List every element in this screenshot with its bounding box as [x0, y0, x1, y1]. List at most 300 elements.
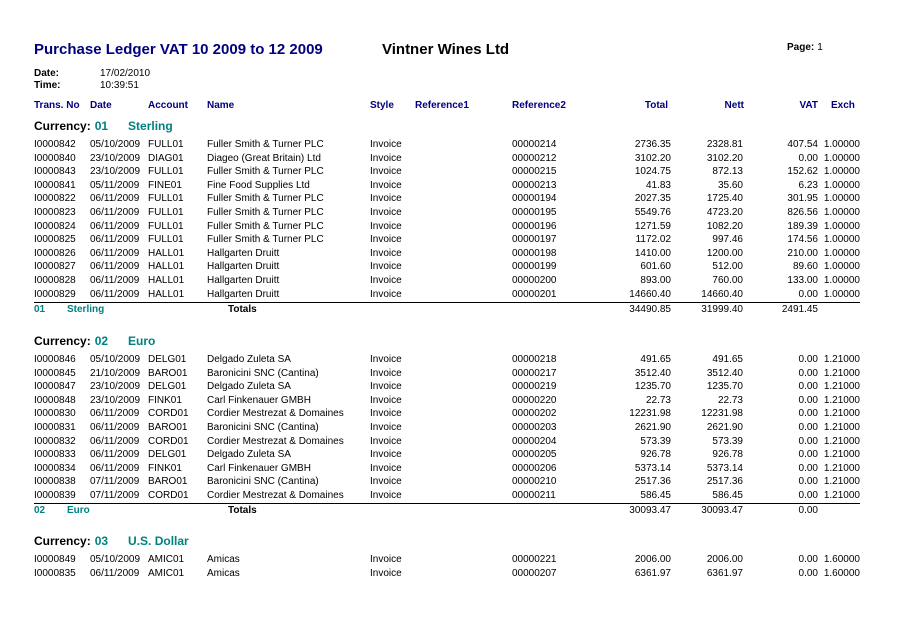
cell-reference2: 00000212 [512, 152, 557, 164]
currency-heading [34, 334, 155, 348]
table-row [0, 153, 900, 166]
cell-name: Baronicini SNC (Cantina) [207, 367, 319, 379]
cell-account: FULL01 [148, 139, 184, 150]
cell-date: 06/11/2009 [90, 567, 140, 579]
col-vat: VAT [799, 100, 818, 111]
cell-name: Delgado Zuleta SA [207, 354, 291, 365]
cell-exch: 1.60000 [823, 567, 860, 579]
cell-reference2: 00000195 [512, 207, 557, 218]
cell-account: CORD01 [148, 408, 189, 420]
cell-date: 06/11/2009 [90, 207, 140, 218]
table-row [0, 436, 900, 449]
col-reference1: Reference1 [415, 100, 469, 111]
cell-date: 06/11/2009 [90, 288, 140, 300]
cell-account: FULL01 [148, 207, 184, 218]
time-value: 10:39:51 [100, 80, 139, 91]
cell-total: 926.78 [640, 449, 671, 461]
cell-name: Carl Finkenauer GMBH [207, 394, 311, 406]
cell-trans-no: I0000828 [34, 275, 76, 286]
cell-style: Invoice [370, 449, 402, 461]
cell-exch: 1.00000 [823, 288, 860, 300]
cell-account: FINK01 [148, 462, 182, 474]
table-row [0, 408, 900, 421]
cell-name: Fuller Smith & Turner PLC [207, 193, 324, 205]
cell-date: 06/11/2009 [90, 408, 140, 420]
table-row [0, 275, 900, 288]
cell-style: Invoice [370, 234, 402, 246]
cell-style: Invoice [370, 193, 402, 205]
cell-account: BARO01 [148, 422, 188, 433]
cell-vat: 0.00 [798, 152, 818, 164]
col-name: Name [207, 100, 235, 111]
cell-reference2: 00000213 [512, 179, 557, 191]
totals-currency-name: Euro [67, 505, 90, 517]
cell-trans-no: I0000848 [34, 394, 76, 406]
col-nett: Nett [724, 100, 744, 111]
cell-date: 05/11/2009 [90, 179, 140, 191]
cell-account: FULL01 [148, 166, 184, 178]
cell-reference2: 00000203 [512, 422, 557, 433]
time-label: Time: [34, 80, 61, 91]
cell-vat: 89.60 [792, 261, 818, 273]
table-row [0, 476, 900, 489]
totals-label: Totals [228, 505, 257, 517]
cell-nett: 12231.98 [701, 408, 743, 420]
currency-heading [34, 534, 189, 548]
table-row [0, 139, 900, 152]
cell-total: 2736.35 [634, 139, 671, 150]
cell-exch: 1.21000 [823, 462, 860, 474]
cell-nett: 512.00 [712, 261, 743, 273]
cell-nett: 872.13 [712, 166, 743, 178]
cell-style: Invoice [370, 275, 402, 286]
cell-name: Delgado Zuleta SA [207, 449, 291, 461]
table-row [0, 166, 900, 179]
cell-nett: 997.46 [712, 234, 743, 246]
col-total: Total [644, 100, 668, 111]
cell-account: FULL01 [148, 193, 184, 205]
cell-total: 5549.76 [634, 207, 671, 218]
cell-exch: 1.00000 [823, 247, 860, 259]
cell-trans-no: I0000824 [34, 220, 76, 232]
date-label: Date: [34, 68, 60, 79]
totals-label: Totals [228, 303, 257, 315]
currency-code: 01 [94, 119, 109, 133]
page-label: Page: [787, 42, 815, 53]
cell-name: Diageo (Great Britain) Ltd [207, 152, 321, 164]
cell-vat: 407.54 [787, 139, 818, 150]
page-value: 1 [817, 42, 823, 53]
cell-exch: 1.21000 [823, 490, 860, 501]
cell-exch: 1.21000 [823, 354, 860, 365]
cell-date: 05/10/2009 [90, 139, 141, 150]
currency-label: Currency: [34, 119, 91, 133]
totals-vat: 0.00 [798, 505, 818, 517]
cell-date: 23/10/2009 [90, 394, 141, 406]
cell-style: Invoice [370, 207, 402, 218]
cell-date: 07/11/2009 [90, 476, 140, 488]
cell-vat: 0.00 [798, 354, 818, 365]
cell-account: AMIC01 [148, 554, 185, 565]
cell-vat: 0.00 [798, 367, 818, 379]
cell-exch: 1.00000 [823, 179, 860, 191]
cell-nett: 22.73 [717, 394, 743, 406]
cell-total: 3102.20 [634, 152, 671, 164]
cell-account: FINK01 [148, 394, 182, 406]
cell-vat: 0.00 [798, 567, 818, 579]
cell-style: Invoice [370, 179, 402, 191]
totals-divider [34, 503, 860, 504]
cell-account: HALL01 [148, 261, 185, 273]
table-row [0, 554, 900, 567]
cell-nett: 573.39 [712, 435, 743, 447]
cell-trans-no: I0000829 [34, 288, 76, 300]
cell-reference2: 00000197 [512, 234, 557, 246]
cell-vat: 152.62 [787, 166, 818, 178]
cell-account: DELG01 [148, 381, 187, 393]
cell-total: 2621.90 [634, 422, 671, 433]
cell-nett: 1725.40 [706, 193, 743, 205]
cell-account: BARO01 [148, 367, 188, 379]
cell-vat: 0.00 [798, 435, 818, 447]
cell-total: 893.00 [640, 275, 671, 286]
cell-vat: 174.56 [787, 234, 818, 246]
cell-account: CORD01 [148, 435, 189, 447]
cell-total: 1172.02 [635, 234, 671, 246]
cell-trans-no: I0000827 [34, 261, 76, 273]
cell-account: FULL01 [148, 220, 184, 232]
cell-exch: 1.00000 [823, 166, 860, 178]
page-number [787, 42, 823, 53]
cell-reference2: 00000199 [512, 261, 557, 273]
cell-account: DIAG01 [148, 152, 184, 164]
cell-reference2: 00000206 [512, 462, 557, 474]
cell-exch: 1.21000 [823, 367, 860, 379]
cell-account: FULL01 [148, 234, 184, 246]
cell-style: Invoice [370, 567, 402, 579]
cell-vat: 0.00 [798, 381, 818, 393]
cell-nett: 2621.90 [706, 422, 743, 433]
cell-trans-no: I0000835 [34, 567, 76, 579]
cell-trans-no: I0000847 [34, 381, 76, 393]
table-row [0, 395, 900, 408]
cell-nett: 1235.70 [706, 381, 743, 393]
cell-style: Invoice [370, 381, 402, 393]
cell-account: CORD01 [148, 490, 189, 501]
cell-name: Amicas [207, 567, 240, 579]
totals-currency-name: Sterling [67, 303, 105, 315]
cell-total: 12231.98 [629, 408, 671, 420]
date-value: 17/02/2010 [100, 68, 151, 79]
cell-vat: 133.00 [787, 275, 818, 286]
table-row [0, 422, 900, 435]
cell-style: Invoice [370, 152, 402, 164]
cell-trans-no: I0000838 [34, 476, 76, 488]
cell-total: 1271.59 [634, 220, 671, 232]
totals-divider [34, 302, 860, 303]
cell-reference2: 00000198 [512, 247, 557, 259]
col-style: Style [370, 100, 394, 111]
totals-vat: 2491.45 [781, 303, 818, 315]
cell-trans-no: I0000849 [34, 554, 76, 565]
cell-trans-no: I0000846 [34, 354, 76, 365]
cell-date: 06/11/2009 [90, 422, 140, 433]
cell-trans-no: I0000845 [34, 367, 76, 379]
cell-trans-no: I0000822 [34, 193, 76, 205]
cell-nett: 4723.20 [706, 207, 743, 218]
cell-name: Hallgarten Druitt [207, 275, 280, 286]
cell-style: Invoice [370, 354, 402, 365]
cell-reference2: 00000194 [512, 193, 557, 205]
col-exch: Exch [831, 100, 855, 111]
cell-nett: 6361.97 [706, 567, 743, 579]
cell-vat: 0.00 [798, 288, 818, 300]
cell-vat: 0.00 [798, 476, 818, 488]
cell-account: HALL01 [148, 247, 185, 259]
cell-total: 573.39 [640, 435, 671, 447]
cell-style: Invoice [370, 422, 402, 433]
table-row [0, 449, 900, 462]
cell-vat: 6.23 [798, 179, 818, 191]
table-row [0, 381, 900, 394]
cell-exch: 1.21000 [823, 394, 860, 406]
cell-date: 21/10/2009 [90, 367, 141, 379]
cell-exch: 1.00000 [823, 207, 860, 218]
cell-nett: 2517.36 [706, 476, 743, 488]
cell-total: 3512.40 [634, 367, 671, 379]
currency-heading [34, 119, 173, 133]
col-date: Date [90, 100, 112, 111]
cell-style: Invoice [370, 367, 402, 379]
cell-exch: 1.21000 [823, 435, 860, 447]
cell-total: 41.83 [645, 179, 671, 191]
cell-exch: 1.00000 [823, 193, 860, 205]
cell-style: Invoice [370, 435, 402, 447]
cell-account: DELG01 [148, 449, 187, 461]
cell-date: 06/11/2009 [90, 193, 140, 205]
cell-nett: 491.65 [712, 354, 743, 365]
currency-label: Currency: [34, 534, 91, 548]
col-reference2: Reference2 [512, 100, 566, 111]
report-title: Purchase Ledger VAT 10 2009 to 12 2009 [34, 41, 323, 58]
cell-name: Hallgarten Druitt [207, 247, 280, 259]
totals-currency-code: 01 [34, 303, 46, 315]
table-row [0, 490, 900, 503]
cell-exch: 1.21000 [823, 476, 860, 488]
cell-nett: 2006.00 [706, 554, 743, 565]
cell-name: Baronicini SNC (Cantina) [207, 422, 319, 433]
cell-reference2: 00000220 [512, 394, 557, 406]
cell-trans-no: I0000841 [34, 179, 76, 191]
cell-style: Invoice [370, 139, 402, 150]
cell-total: 1235.70 [634, 381, 671, 393]
cell-exch: 1.21000 [823, 408, 860, 420]
table-row [0, 193, 900, 206]
cell-date: 05/10/2009 [90, 554, 141, 565]
cell-style: Invoice [370, 490, 402, 501]
totals-nett: 31999.40 [701, 303, 743, 315]
cell-reference2: 00000202 [512, 408, 557, 420]
cell-trans-no: I0000825 [34, 234, 76, 246]
cell-name: Hallgarten Druitt [207, 288, 280, 300]
cell-name: Fine Food Supplies Ltd [207, 179, 310, 191]
cell-trans-no: I0000839 [34, 490, 76, 501]
cell-total: 586.45 [640, 490, 671, 501]
cell-style: Invoice [370, 476, 402, 488]
cell-name: Cordier Mestrezat & Domaines [207, 435, 344, 447]
totals-total: 34490.85 [629, 303, 671, 315]
cell-name: Fuller Smith & Turner PLC [207, 139, 324, 150]
cell-name: Hallgarten Druitt [207, 261, 280, 273]
cell-reference2: 00000219 [512, 381, 557, 393]
cell-nett: 1082.20 [706, 220, 743, 232]
cell-date: 06/11/2009 [90, 220, 140, 232]
cell-date: 07/11/2009 [90, 490, 140, 501]
cell-reference2: 00000200 [512, 275, 557, 286]
cell-trans-no: I0000830 [34, 408, 76, 420]
cell-style: Invoice [370, 220, 402, 232]
table-row [0, 354, 900, 367]
cell-vat: 0.00 [798, 408, 818, 420]
cell-total: 14660.40 [629, 288, 671, 300]
table-row [0, 289, 900, 302]
cell-nett: 760.00 [712, 275, 743, 286]
cell-total: 2027.35 [634, 193, 671, 205]
cell-nett: 35.60 [717, 179, 743, 191]
totals-currency-code: 02 [34, 505, 46, 517]
currency-code: 02 [94, 334, 109, 348]
cell-name: Cordier Mestrezat & Domaines [207, 490, 344, 501]
cell-name: Fuller Smith & Turner PLC [207, 234, 324, 246]
cell-account: AMIC01 [148, 567, 185, 579]
cell-name: Amicas [207, 554, 240, 565]
cell-date: 06/11/2009 [90, 234, 140, 246]
cell-name: Delgado Zuleta SA [207, 381, 291, 393]
currency-label: Currency: [34, 334, 91, 348]
cell-account: DELG01 [148, 354, 187, 365]
cell-account: BARO01 [148, 476, 188, 488]
cell-date: 06/11/2009 [90, 435, 140, 447]
cell-name: Cordier Mestrezat & Domaines [207, 408, 344, 420]
cell-nett: 14660.40 [701, 288, 743, 300]
cell-vat: 0.00 [798, 554, 818, 565]
cell-trans-no: I0000823 [34, 207, 76, 218]
cell-vat: 301.95 [787, 193, 818, 205]
table-row [0, 180, 900, 193]
cell-style: Invoice [370, 166, 402, 178]
cell-total: 2006.00 [634, 554, 671, 565]
cell-name: Fuller Smith & Turner PLC [207, 166, 324, 178]
cell-exch: 1.00000 [823, 220, 860, 232]
col-trans-no: Trans. No [34, 100, 80, 111]
cell-date: 23/10/2009 [90, 152, 141, 164]
cell-reference2: 00000211 [512, 490, 556, 501]
cell-style: Invoice [370, 554, 402, 565]
cell-date: 06/11/2009 [90, 275, 140, 286]
cell-trans-no: I0000831 [34, 422, 76, 433]
table-row [0, 261, 900, 274]
cell-total: 1024.75 [634, 166, 671, 178]
cell-exch: 1.00000 [823, 261, 860, 273]
cell-reference2: 00000201 [512, 288, 557, 300]
cell-date: 23/10/2009 [90, 166, 141, 178]
cell-total: 491.65 [640, 354, 671, 365]
table-row [0, 248, 900, 261]
cell-reference2: 00000215 [512, 166, 557, 178]
cell-date: 06/11/2009 [90, 261, 140, 273]
cell-reference2: 00000218 [512, 354, 557, 365]
currency-name: Sterling [128, 119, 173, 133]
cell-nett: 5373.14 [706, 462, 743, 474]
cell-reference2: 00000217 [512, 367, 557, 379]
cell-nett: 1200.00 [706, 247, 743, 259]
cell-trans-no: I0000834 [34, 462, 76, 474]
cell-trans-no: I0000840 [34, 152, 76, 164]
cell-trans-no: I0000832 [34, 435, 76, 447]
company-name: Vintner Wines Ltd [382, 41, 510, 58]
cell-total: 6361.97 [634, 567, 671, 579]
cell-vat: 189.39 [787, 220, 818, 232]
cell-total: 2517.36 [634, 476, 671, 488]
currency-name: U.S. Dollar [128, 534, 189, 548]
cell-total: 22.73 [645, 394, 671, 406]
cell-style: Invoice [370, 288, 402, 300]
cell-exch: 1.21000 [823, 381, 860, 393]
cell-exch: 1.00000 [823, 139, 860, 150]
cell-date: 06/11/2009 [90, 247, 140, 259]
table-row [0, 568, 900, 581]
currency-code: 03 [94, 534, 109, 548]
cell-vat: 0.00 [798, 449, 818, 461]
cell-name: Carl Finkenauer GMBH [207, 462, 311, 474]
cell-date: 06/11/2009 [90, 462, 140, 474]
cell-reference2: 00000204 [512, 435, 557, 447]
cell-total: 5373.14 [634, 462, 671, 474]
cell-exch: 1.00000 [823, 234, 860, 246]
cell-nett: 926.78 [712, 449, 743, 461]
cell-account: HALL01 [148, 288, 185, 300]
cell-style: Invoice [370, 408, 402, 420]
table-row [0, 463, 900, 476]
cell-account: HALL01 [148, 275, 185, 286]
cell-exch: 1.21000 [823, 422, 860, 433]
cell-name: Baronicini SNC (Cantina) [207, 476, 319, 488]
cell-name: Fuller Smith & Turner PLC [207, 220, 324, 232]
currency-name: Euro [128, 334, 156, 348]
cell-date: 05/10/2009 [90, 354, 141, 365]
table-row [0, 234, 900, 247]
totals-nett: 30093.47 [701, 505, 743, 517]
table-row [0, 368, 900, 381]
cell-date: 23/10/2009 [90, 381, 141, 393]
cell-reference2: 00000196 [512, 220, 557, 232]
cell-name: Fuller Smith & Turner PLC [207, 207, 324, 218]
cell-style: Invoice [370, 261, 402, 273]
cell-reference2: 00000214 [512, 139, 557, 150]
cell-nett: 2328.81 [706, 139, 743, 150]
totals-total: 30093.47 [629, 505, 671, 517]
cell-vat: 0.00 [798, 462, 818, 474]
cell-vat: 826.56 [787, 207, 818, 218]
cell-nett: 586.45 [712, 490, 743, 501]
cell-total: 1410.00 [634, 247, 671, 259]
cell-vat: 210.00 [787, 247, 818, 259]
cell-exch: 1.00000 [823, 152, 860, 164]
cell-reference2: 00000207 [512, 567, 557, 579]
cell-style: Invoice [370, 394, 402, 406]
cell-exch: 1.00000 [823, 275, 860, 286]
cell-nett: 3512.40 [706, 367, 743, 379]
